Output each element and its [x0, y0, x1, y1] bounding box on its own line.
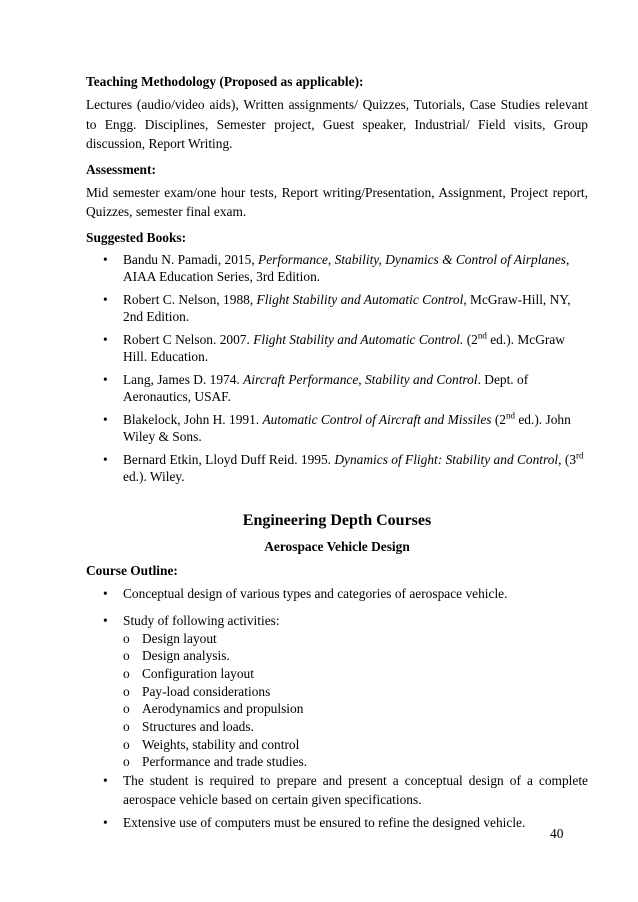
page-number: 40 [550, 826, 564, 841]
activity-item: o Pay-load considerations [123, 683, 271, 699]
bullet-icon: • [103, 371, 108, 387]
activities-list [123, 630, 588, 772]
course-title: Aerospace Vehicle Design [264, 538, 410, 554]
book-item: • Robert C. Nelson, 1988, Flight Stability and Automatic Control, McGraw-Hill, NY, 2nd Edition. [103, 291, 571, 324]
outline-item: • The student is required to prepare and present a conceptual design of a complete aerospace vehicle based on certain given specifications. [103, 773, 588, 808]
book-item: • Bandu N. Pamadi, 2015, Performance, Stability, Dynamics & Control of Airplanes, AIAA Education Series, 3rd Edition. [103, 251, 570, 284]
circle-bullet-icon: o [123, 665, 130, 681]
depth-title: Engineering Depth Courses [242, 511, 432, 529]
circle-bullet-icon: o [123, 648, 130, 664]
bullet-icon: • [103, 411, 108, 427]
outline-item: • Extensive use of computers must be ensured to refine the designed vehicle. [103, 815, 526, 831]
bullet-icon: • [103, 773, 108, 789]
circle-bullet-icon: o [123, 754, 130, 770]
circle-bullet-icon: o [123, 701, 130, 717]
book-item: • Bernard Etkin, Lloyd Duff Reid. 1995. Dynamics of Flight: Stability and Control, (3rd ed.). Wiley. [103, 450, 584, 484]
bullet-icon: • [103, 815, 108, 831]
activity-item: o Weights, stability and control [123, 736, 300, 752]
bullet-icon: • [103, 585, 108, 601]
books-list [86, 251, 588, 486]
book-item: • Robert C Nelson. 2007. Flight Stability and Automatic Control. (2nd ed.). McGraw Hill. Education. [103, 330, 565, 364]
assessment-heading: Assessment: [86, 161, 156, 177]
circle-bullet-icon: o [123, 719, 130, 735]
book-title: Dynamics of Flight: Stability and Control [334, 451, 559, 467]
outline-list [86, 584, 588, 833]
bullet-icon: • [103, 451, 108, 467]
outline-item: • Conceptual design of various types and categories of aerospace vehicle. [103, 585, 508, 601]
book-item: • Lang, James D. 1974. Aircraft Performance, Stability and Control. Dept. of Aeronautics, USAF. [103, 371, 529, 404]
activity-item: o Performance and trade studies. [123, 754, 308, 770]
bullet-icon: • [103, 612, 108, 628]
activity-item: o Design layout [123, 630, 217, 646]
bullet-icon: • [103, 331, 108, 347]
outline-item: • Study of following activities: o Design layout o Design analysis. o Configuration layout o Pay-load considerations o Aerodynamics and propulsion o Structures and loads. o Weights, stability and control o Performance and trade studies. [86, 611, 588, 772]
teaching-text: Lectures (audio/video aids), Written assignments/ Quizzes, Tutorials, Case Studies relevant to Engg. Disciplines, Semester project, Guest speaker, Industrial/ Field visits, Group discussion, Report Writing. [86, 97, 588, 151]
activity-item: o Structures and loads. [123, 719, 254, 735]
books-heading: Suggested Books: [86, 229, 187, 245]
activity-item: o Aerodynamics and propulsion [123, 701, 304, 717]
book-title: Flight Stability and Automatic Control. [253, 331, 464, 347]
outline-heading: Course Outline: [86, 562, 178, 578]
circle-bullet-icon: o [123, 630, 130, 646]
page-content [86, 72, 588, 832]
activity-item: o Configuration layout [123, 665, 254, 681]
circle-bullet-icon: o [123, 736, 130, 752]
circle-bullet-icon: o [123, 683, 130, 699]
assessment-text: Mid semester exam/one hour tests, Report writing/Presentation, Assignment, Project report, Quizzes, semester final exam. [86, 184, 588, 219]
book-title: Aircraft Performance, Stability and Control [243, 371, 478, 387]
teaching-heading: Teaching Methodology (Proposed as applicable): [86, 74, 364, 89]
book-title: Performance, Stability, Dynamics & Control of Airplanes [258, 251, 566, 267]
book-item: • Blakelock, John H. 1991. Automatic Control of Aircraft and Missiles (2nd ed.). John Wiley & Sons. [103, 410, 571, 444]
bullet-icon: • [103, 251, 108, 267]
book-title: Automatic Control of Aircraft and Missiles [262, 411, 492, 427]
bullet-icon: • [103, 291, 108, 307]
activity-item: o Design analysis. [123, 648, 230, 664]
book-title: Flight Stability and Automatic Control [256, 291, 464, 307]
